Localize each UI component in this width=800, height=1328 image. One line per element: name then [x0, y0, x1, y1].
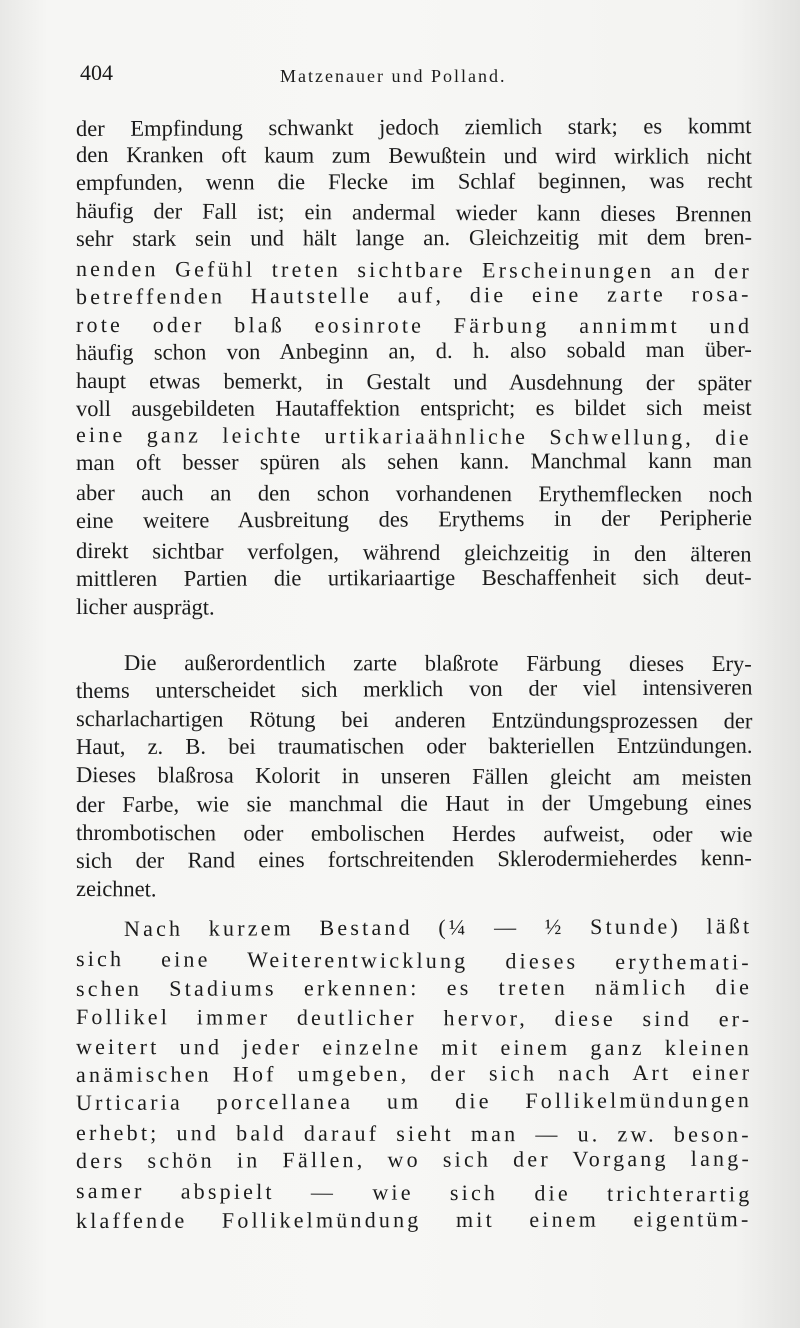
text-line: haupt etwas bemerkt, in Gestalt und Ausdehnung der später	[75, 368, 752, 396]
text-line: sich eine Weiterentwicklung dieses erythemati-	[75, 946, 752, 975]
text-line: erhebt; und bald darauf sieht man — u. zw. beson-	[75, 1120, 752, 1147]
text-line: Nach kurzem Bestand (¼ — ½ Stunde) läßt	[123, 913, 753, 941]
text-line: betreffenden Hautstelle auf, die eine zarte rosa-	[75, 281, 752, 309]
text-line: mittleren Partien die urtikariaartige Beschaffenheit sich deut-	[75, 564, 752, 591]
text-line: voll ausgebildeten Hautaffektion entspricht; es bildet sich meist	[75, 394, 752, 421]
text-line: schen Stadiums erkennen: es treten nämlich die	[75, 974, 753, 1001]
text-line: samer abspielt — wie sich die trichterartig	[75, 1178, 753, 1207]
text-line: thems unterscheidet sich merklich von der viel intensiveren	[75, 674, 753, 703]
text-line: eine ganz leichte urtikariaähnliche Schwellung, die	[75, 422, 752, 450]
text-line: thrombotischen oder embolischen Herdes aufweist, oder wie	[75, 820, 753, 847]
text-line: empfunden, wenn die Flecke im Schlaf beginnen, was recht	[75, 167, 753, 195]
text-line: klaffende Follikelmündung mit einem eigentüm-	[75, 1206, 752, 1233]
running-title: Matzenauer und Polland.	[280, 66, 507, 86]
text-line: anämischen Hof umgeben, der sich nach Art einer	[75, 1059, 753, 1087]
page-number: 404	[80, 60, 113, 85]
text-line: nenden Gefühl treten sichtbare Erscheinungen an der	[75, 256, 752, 284]
text-line: weitert und jeder einzelne mit einem ganz kleinen	[75, 1034, 753, 1061]
text-line: licher ausprägt.	[75, 594, 215, 620]
text-line: der Empfindung schwankt jedoch ziemlich stark; es kommt	[75, 113, 752, 141]
text-line: ders schön in Fällen, wo sich der Vorgang lang-	[75, 1145, 752, 1173]
text-line: eine weitere Ausbreitung des Erythems in der Peripherie	[75, 505, 753, 533]
text-line: direkt sichtbar verfolgen, während gleichzeitig in den älteren	[75, 538, 752, 567]
text-line: Haut, z. B. bei traumatischen oder bakteriellen Entzündungen.	[75, 732, 753, 759]
text-line: häufig schon von Anbeginn an, d. h. also sobald man über-	[75, 336, 752, 365]
text-line: rote oder blaß eosinrote Färbung annimmt und	[75, 312, 753, 339]
text-line: scharlachartigen Rötung bei anderen Entzündungsprozessen der	[75, 706, 753, 734]
text-line: zeichnet.	[75, 876, 157, 902]
text-line: Urticaria porcellanea um die Follikelmündungen	[75, 1087, 753, 1115]
text-line: man oft besser spüren als sehen kann. Manchmal kann man	[75, 447, 752, 475]
text-line: sich der Rand eines fortschreitenden Sklerodermieherdes kenn-	[75, 845, 752, 873]
text-line: Follikel immer deutlicher hervor, diese sind er-	[75, 1004, 753, 1032]
text-line: häufig der Fall ist; ein andermal wieder kann dieses Brennen	[75, 198, 752, 227]
text-line: Dieses blaßrosa Kolorit in unseren Fällen gleicht am meisten	[75, 762, 752, 790]
text-line: sehr stark sein und hält lange an. Gleichzeitig mit dem bren-	[75, 224, 752, 251]
text-line: den Kranken oft kaum zum Bewußtein und wird wirklich nicht	[75, 142, 752, 169]
text-line: der Farbe, wie sie manchmal die Haut in der Umgebung eines	[75, 789, 752, 817]
text-line: Die außerordentlich zarte blaßrote Färbung dieses Ery-	[123, 650, 752, 677]
text-line: aber auch an den schon vorhandenen Erythemflecken noch	[75, 480, 753, 507]
